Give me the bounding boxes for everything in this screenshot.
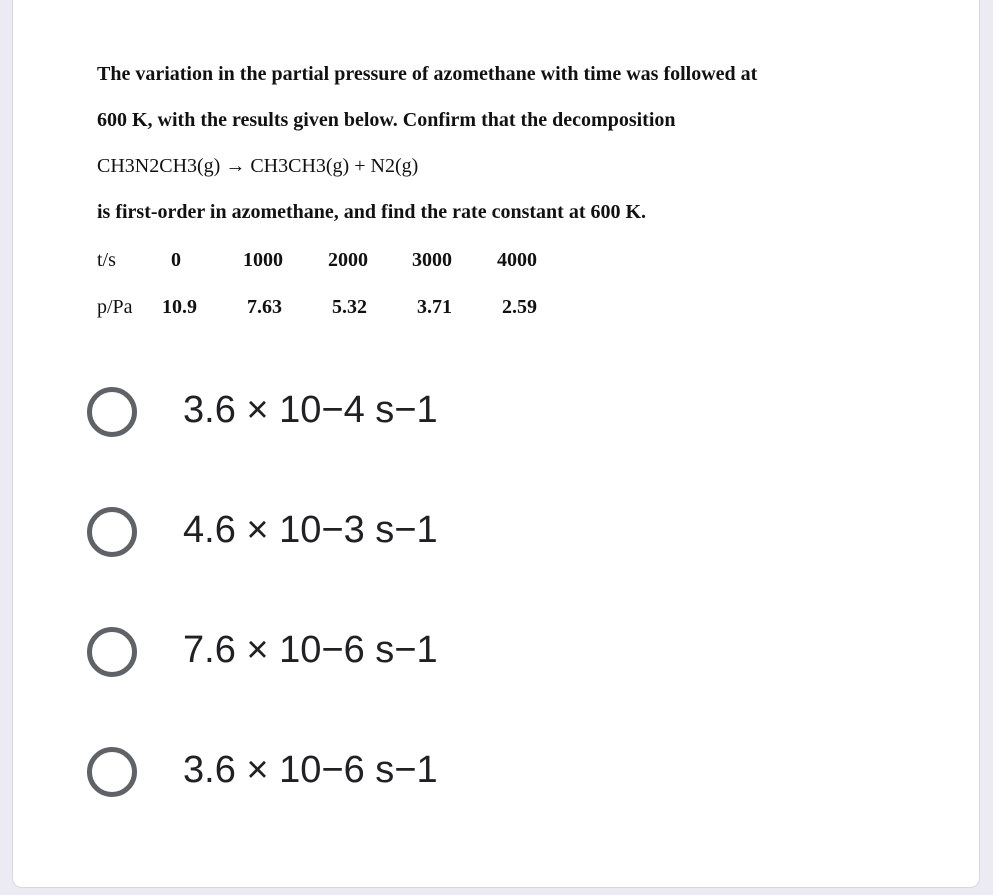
answer-option-label: 7.6 × 10−6 s−1 bbox=[183, 629, 438, 671]
pressure-value: 3.71 bbox=[417, 296, 452, 318]
radio-button[interactable] bbox=[87, 627, 137, 677]
time-value: 4000 bbox=[497, 249, 537, 271]
answer-option-3[interactable] bbox=[87, 625, 687, 685]
answer-option-4[interactable] bbox=[87, 745, 687, 805]
radio-button[interactable] bbox=[87, 387, 137, 437]
pressure-value: 5.32 bbox=[332, 296, 367, 318]
time-label: t/s bbox=[97, 249, 116, 271]
question-line-4: is first-order in azomethane, and find the rate constant at 600 K. bbox=[97, 201, 647, 223]
answer-option-label: 3.6 × 10−6 s−1 bbox=[183, 749, 438, 791]
pressure-value: 7.63 bbox=[247, 296, 282, 318]
question-line-2: 600 K, with the results given below. Confirm that the decomposition bbox=[97, 109, 676, 131]
pressure-value: 2.59 bbox=[502, 296, 537, 318]
answer-option-2[interactable] bbox=[87, 505, 687, 565]
answer-option-1[interactable] bbox=[87, 385, 687, 445]
radio-button[interactable] bbox=[87, 747, 137, 797]
pressure-value: 10.9 bbox=[162, 296, 197, 318]
pressure-label: p/Pa bbox=[97, 296, 133, 318]
answer-option-label: 4.6 × 10−3 s−1 bbox=[183, 509, 438, 551]
reaction-equation: CH3N2CH3(g) → CH3CH3(g) + N2(g) bbox=[97, 155, 419, 177]
time-value: 2000 bbox=[328, 249, 368, 271]
question-card bbox=[12, 0, 980, 888]
time-value: 0 bbox=[171, 249, 181, 271]
time-value: 3000 bbox=[412, 249, 452, 271]
question-line-1: The variation in the partial pressure of azomethane with time was followed at bbox=[97, 63, 758, 85]
radio-button[interactable] bbox=[87, 507, 137, 557]
time-value: 1000 bbox=[243, 249, 283, 271]
answer-option-label: 3.6 × 10−4 s−1 bbox=[183, 389, 438, 431]
